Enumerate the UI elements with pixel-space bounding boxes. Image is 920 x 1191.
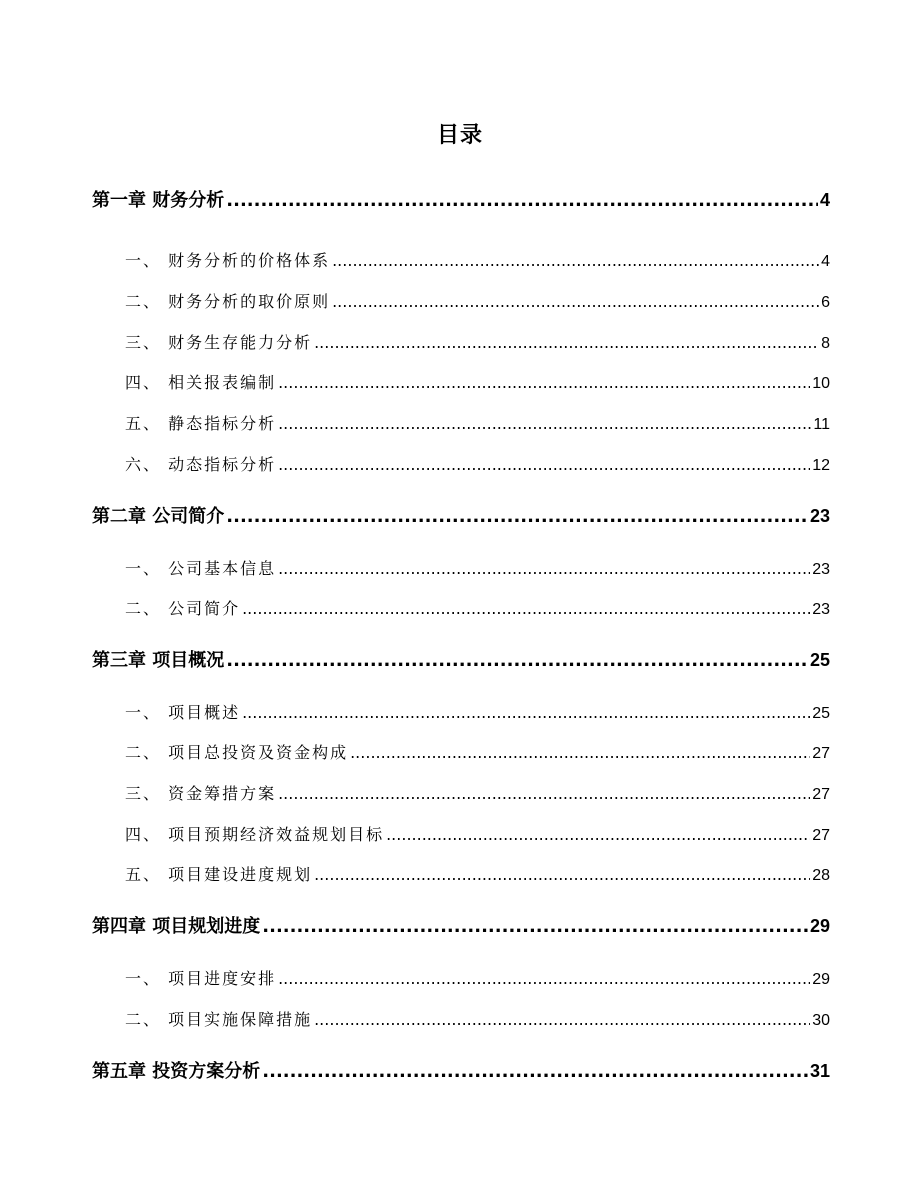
toc-page-number: 30 <box>812 1012 830 1029</box>
dot-leader <box>278 373 810 392</box>
dot-leader <box>332 292 819 311</box>
toc-chapter-3[interactable] <box>92 646 830 672</box>
toc-entry-label: 二、 财务分析的取价原则 <box>125 292 331 311</box>
dot-leader <box>314 333 819 352</box>
toc-section[interactable] <box>125 740 830 763</box>
toc-page-number: 28 <box>812 867 830 884</box>
toc-chapter-1[interactable] <box>92 186 830 212</box>
toc-page-number: 23 <box>812 601 830 618</box>
dot-leader <box>262 916 808 937</box>
toc-page-number: 31 <box>809 1061 830 1081</box>
toc-entry-label: 第一章 财务分析 <box>92 190 225 211</box>
toc-page-number: 23 <box>812 561 830 578</box>
toc-section[interactable] <box>125 966 830 989</box>
toc-page-number: 27 <box>812 827 830 844</box>
toc-page-number: 10 <box>812 375 830 392</box>
toc-entry-label: 第四章 项目规划进度 <box>92 916 261 937</box>
toc-entry-label: 四、 项目预期经济效益规划目标 <box>125 825 385 844</box>
toc-chapter-2[interactable] <box>92 502 830 528</box>
toc-page-number: 29 <box>809 916 830 936</box>
toc-section[interactable] <box>125 700 830 723</box>
toc-section[interactable] <box>125 596 830 619</box>
toc-entry-label: 二、 项目实施保障措施 <box>125 1010 313 1029</box>
toc-entry-label: 五、 静态指标分析 <box>125 414 277 433</box>
toc-entry-label: 六、 动态指标分析 <box>125 455 277 474</box>
dot-leader <box>314 1010 810 1029</box>
toc-entry-label: 三、 财务生存能力分析 <box>125 333 313 352</box>
toc-page-number: 29 <box>812 971 830 988</box>
toc-entry-label: 一、 公司基本信息 <box>125 559 277 578</box>
toc-section[interactable] <box>125 330 830 353</box>
toc-page-number: 25 <box>809 650 830 670</box>
toc-section[interactable] <box>125 370 830 393</box>
toc-page-number: 23 <box>809 506 830 526</box>
dot-leader <box>278 784 810 803</box>
dot-leader <box>278 455 810 474</box>
dot-leader <box>350 743 810 762</box>
toc-section[interactable] <box>125 862 830 885</box>
toc-title: 目录 <box>436 123 483 148</box>
toc-entry-label: 一、 项目概述 <box>125 703 241 722</box>
dot-leader <box>226 650 808 671</box>
toc-entry-label: 一、 项目进度安排 <box>125 969 277 988</box>
toc-page-number: 25 <box>812 705 830 722</box>
dot-leader <box>314 865 810 884</box>
dot-leader <box>242 599 810 618</box>
toc-section[interactable] <box>125 822 830 845</box>
toc-page-number: 6 <box>821 294 830 311</box>
dot-leader <box>278 969 810 988</box>
toc-section[interactable] <box>125 289 830 312</box>
toc-section[interactable] <box>125 248 830 271</box>
toc-chapter-5[interactable] <box>92 1057 830 1083</box>
toc-entry-label: 五、 项目建设进度规划 <box>125 865 313 884</box>
dot-leader <box>262 1061 808 1082</box>
toc-entry-label: 二、 项目总投资及资金构成 <box>125 743 349 762</box>
dot-leader <box>278 559 810 578</box>
dot-leader <box>226 506 808 527</box>
toc-entry-label: 第二章 公司简介 <box>92 506 225 527</box>
toc-page-number: 27 <box>812 745 830 762</box>
toc-section[interactable] <box>125 1007 830 1030</box>
toc-entry-label: 一、 财务分析的价格体系 <box>125 251 331 270</box>
toc-section[interactable] <box>125 452 830 475</box>
toc-page-number: 4 <box>819 190 830 210</box>
toc-section[interactable] <box>125 411 830 434</box>
toc-page-number: 4 <box>821 253 830 270</box>
toc-entry-label: 二、 公司简介 <box>125 599 241 618</box>
toc-section[interactable] <box>125 781 830 804</box>
toc-page-number: 12 <box>812 457 830 474</box>
dot-leader <box>386 825 810 844</box>
toc-page-number: 11 <box>813 416 830 433</box>
toc-entry-label: 四、 相关报表编制 <box>125 373 277 392</box>
toc-entry-label: 第五章 投资方案分析 <box>92 1061 261 1082</box>
dot-leader <box>278 414 811 433</box>
dot-leader <box>226 190 818 211</box>
toc-chapter-4[interactable] <box>92 912 830 938</box>
dot-leader <box>242 703 810 722</box>
toc-page-number: 27 <box>812 786 830 803</box>
toc-page-number: 8 <box>821 335 830 352</box>
toc-entry-label: 第三章 项目概况 <box>92 650 225 671</box>
dot-leader <box>332 251 819 270</box>
toc-section[interactable] <box>125 556 830 579</box>
toc-entry-label: 三、 资金筹措方案 <box>125 784 277 803</box>
